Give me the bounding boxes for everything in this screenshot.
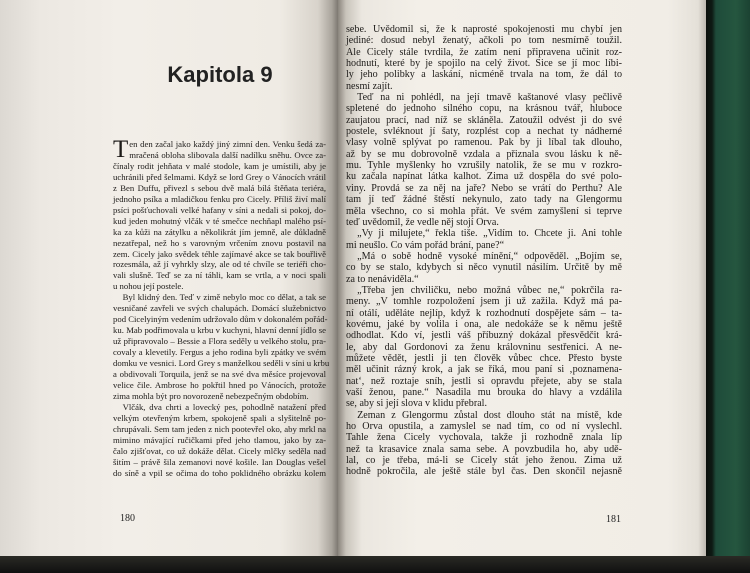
text-line: viny. Provdá se za něj na jaře? Nebo se vrátí do Perthu? Ale bbox=[346, 182, 622, 194]
text-line: rozesmála, až jí vyhrkly slzy, ale od té chvíle se teriéři cho- bbox=[113, 259, 326, 270]
text-line: vlasy volně splývat po ramenou. Pak by ji líbal tak dlouho, bbox=[346, 137, 622, 149]
text-line: domku ve vesnici. Lord Grey s manželkou seděli v síni u krbu bbox=[113, 358, 330, 369]
text-line: covaly a klevetily. Fergus a jeho rodina byli zpátky ve svém bbox=[113, 347, 326, 358]
text-line: Vlčák, dva chrti a lovecký pes, pohodlně natažení před bbox=[122, 401, 326, 412]
text-line: velice čile. Ambrose ho pokřtil hned po Vánocích, protože bbox=[113, 379, 326, 390]
text-line: hodnutí, které by je spojilo na celý život. Sice se jí moc líbi- bbox=[346, 58, 622, 70]
text-line: spletené do jednoho silného copu, na krásnou tvář, hluboce bbox=[346, 103, 622, 115]
text-line: co by se stalo, kdybych si něco vynutil násilím. Určitě by mě bbox=[346, 262, 622, 274]
text-line: vali slušně. Teď se za ní táhli, kam se vrtla, a v noci spali bbox=[113, 270, 326, 281]
text-line: sebe. Uvědomil si, že k naprosté spokojenosti mu chybí jen bbox=[346, 24, 622, 35]
text-line: ka za kůži na zátylku a několikrát jím jemně, ale důkladně bbox=[113, 226, 326, 237]
text-line: a obdivovali Torquila, jenž se na své dva měsíce projevoval bbox=[113, 369, 326, 380]
right-page-text bbox=[346, 24, 622, 478]
text-line: z Ben Duffu, přivezl s sebou dvě malá bílá štěňata teriéra, bbox=[113, 182, 326, 193]
text-line: šitím – právě šila zemanovi nové košile. Ian Douglas vešel bbox=[113, 456, 326, 467]
text-line: než ta krasavice znala sama sebe. A povzbudila ho, aby udě- bbox=[346, 443, 622, 455]
text-line: jediné: dosud nebyl ženatý, ačkoli po tom nesmírně toužil. bbox=[346, 35, 622, 47]
text-line: uchránili před šelmami. Když se lord Grey o Vánocích vrátil bbox=[113, 171, 326, 182]
paragraph bbox=[346, 410, 622, 478]
text-line: jednoho psíka a mladičkou fenku pro Cicely. Příliš živí malí bbox=[113, 193, 326, 204]
text-line: kovému, jaké by volila i ona, ale nedokáže se k němu ještě bbox=[346, 318, 622, 330]
page-number-left: 180 bbox=[120, 513, 135, 524]
text-line: Teď na ni pohlédl, na její tmavě kaštanové vlasy pečlivě bbox=[357, 92, 622, 104]
text-line: en den začal jako každý jiný zimní den. Venku šedá za- bbox=[129, 139, 326, 149]
paragraph bbox=[346, 251, 622, 285]
page-number-right: 181 bbox=[606, 514, 621, 525]
drop-cap: T bbox=[113, 136, 129, 163]
chapter-title: Kapitola 9 bbox=[167, 62, 273, 87]
text-line: za to nenáviděla.“ bbox=[346, 273, 419, 285]
text-line: „Třeba jen chviličku, nebo možná vůbec ne,“ pokrčila ra- bbox=[357, 284, 622, 296]
text-line: ho Orva opustila, a zamyslel se nad tím, co od ní vyslechl. bbox=[346, 421, 622, 433]
text-line: hodně pokročila, ale ještě stále byl čas. Den skončil nejasně bbox=[346, 466, 622, 478]
text-line: Ale Cicely stále tvrdila, že zatím není připravena učinit roz- bbox=[346, 46, 622, 58]
text-line: měl učinit rázný krok, a jak se říká, mou paní si ‚poznamena- bbox=[346, 364, 622, 376]
paragraph bbox=[346, 285, 622, 410]
paragraph bbox=[346, 24, 622, 92]
book-cover-edge bbox=[706, 0, 750, 573]
text-line: le, aby dal Gordonovi za ženu královninu sestřenici. A ne- bbox=[346, 341, 622, 353]
paragraph bbox=[113, 402, 326, 479]
text-line: nezatřepal, než ho s varovným vrčením znovu postavil na bbox=[113, 237, 326, 248]
text-line: velkým otevřeným krbem, spokojeně spali a slyšitelně po- bbox=[113, 412, 326, 423]
text-line: „Vy ji milujete,“ řekla tiše. „Vidím to. Chcete ji. Ani tohle bbox=[357, 228, 622, 240]
text-line: teď uvědomil, že vedle něj stojí Orva. bbox=[346, 216, 499, 228]
text-line: zima mohla být pro novorozeně nebezpečným obdobím. bbox=[113, 390, 309, 401]
text-line: ku. Mab podřimovala u krbu v kuchyni, hlavní denní jídlo se bbox=[113, 325, 326, 336]
text-line: ku začala napínat látka kalhot. Zima už dospěla do své polo- bbox=[346, 171, 622, 183]
text-line: čalo zjišťovat, co už dokáže dělat. Cicely mlčky seděla nad bbox=[113, 445, 326, 456]
text-line: kud jeden mohutný vlčák v té smečce nechňapl malého psí- bbox=[113, 215, 326, 226]
text-line: u nohou její postele. bbox=[113, 281, 184, 292]
text-line: Zeman z Glengormu zůstal dost dlouho stát na místě, kde bbox=[357, 409, 622, 421]
text-line: ly jeho polibky a laskání, nicméně trvala na tom, že dál to bbox=[346, 69, 622, 81]
text-line: až by se mu dobrovolně vzdala a přiznala svou lásku k ně- bbox=[346, 148, 622, 160]
text-line: mu. Tyhle myšlenky ho vzrušily natolik, že se mu v rozkro- bbox=[346, 160, 622, 172]
text-line: lal, co je třeba, má-li se Cicely stát jeho ženou. Zima už bbox=[346, 455, 622, 467]
text-line: tam jí teď žádné štěstí nekynulo, zato tady na Glengormu bbox=[346, 194, 622, 206]
paragraph bbox=[113, 292, 330, 402]
text-line: vesničané zavřeli ve svých chalupách. Domácí služebnictvo bbox=[113, 303, 326, 314]
left-page bbox=[0, 0, 338, 560]
text-line: zaujatou prací, nad níž se skláněla. Zatoužil odvést ji do své bbox=[346, 114, 622, 126]
text-line: postele, svléknout jí šaty, rozplést cop a nechat ty nádherné bbox=[346, 126, 622, 138]
text-line: ní otálí, uděláte nejlíp, když k rozhodnutí dospějete sám – ta- bbox=[346, 307, 622, 319]
text-line: nat‘, než roztaje sníh, jestli si opravdu přejete, aby se stala bbox=[346, 375, 622, 387]
text-line: vaší ženou, pane.“ Nasadila mu brouka do hlavy a vzdálila bbox=[346, 387, 622, 398]
text-line: se, aby si její slova v klidu přebral. bbox=[346, 398, 488, 410]
text-line: „Má o sobě hodně vysoké mínění,“ odpověděl. „Bojím se, bbox=[357, 250, 622, 262]
text-line: pod Cicelyiným vedením udržovalo dům v dokonalém pořád- bbox=[113, 314, 328, 325]
text-line: mimino mávající ručičkami před jeho tlamou, jako by za- bbox=[113, 434, 326, 445]
text-line: Byl klidný den. Teď v zimě nebylo moc co dělat, a tak se bbox=[122, 292, 326, 303]
paragraph bbox=[346, 92, 622, 228]
text-line: meny. „V tomhle rozpoložení jsem ji už zažila. Když má pa- bbox=[346, 296, 622, 308]
text-line: nesmí zajít. bbox=[346, 80, 393, 92]
paragraph bbox=[346, 228, 622, 251]
text-line: odhodlat. Kdo ví, jestli váš příbuzný dokázal přesvědčit krá- bbox=[346, 330, 622, 342]
paragraph bbox=[113, 136, 326, 292]
text-line: zem. Cicely jako svědek téhle zajímavé akce se tak bouřlivě bbox=[113, 248, 326, 259]
text-line: psíci pošťuchovali velké hafany v síni a nedali si pokoj, do- bbox=[113, 204, 326, 215]
text-line: čínaly rodit jehňata v malé stodole, kam je umístili, aby je bbox=[113, 160, 326, 171]
text-line: Tahle žena Cicely vychovala, takže ji rozhodně znala líp bbox=[346, 432, 622, 444]
left-page-text bbox=[113, 136, 330, 479]
text-line: mračená obloha slibovala další nadílku sněhu. Ovce za- bbox=[129, 149, 326, 160]
text-line: do síně a vpil se očima do toho poklidného obrázku kolem bbox=[113, 467, 326, 478]
table-surface bbox=[0, 556, 750, 573]
text-line: můžete vědět, jestli ji ten člověk vůbec chce. Přesto byste bbox=[346, 352, 622, 364]
text-line: měla všechno, co si mohla přát. Ve svém zamyšlení si teprve bbox=[346, 205, 622, 217]
text-line: mi neušlo. Co vám pořád brání, pane?“ bbox=[346, 239, 505, 251]
text-line: chrupávali. Sem tam jeden z nich pootevřel oko, aby mrkl na bbox=[113, 423, 326, 434]
text-line: už připravovalo – Bessie a Flora seděly u velkého stolu, pra- bbox=[113, 336, 326, 347]
